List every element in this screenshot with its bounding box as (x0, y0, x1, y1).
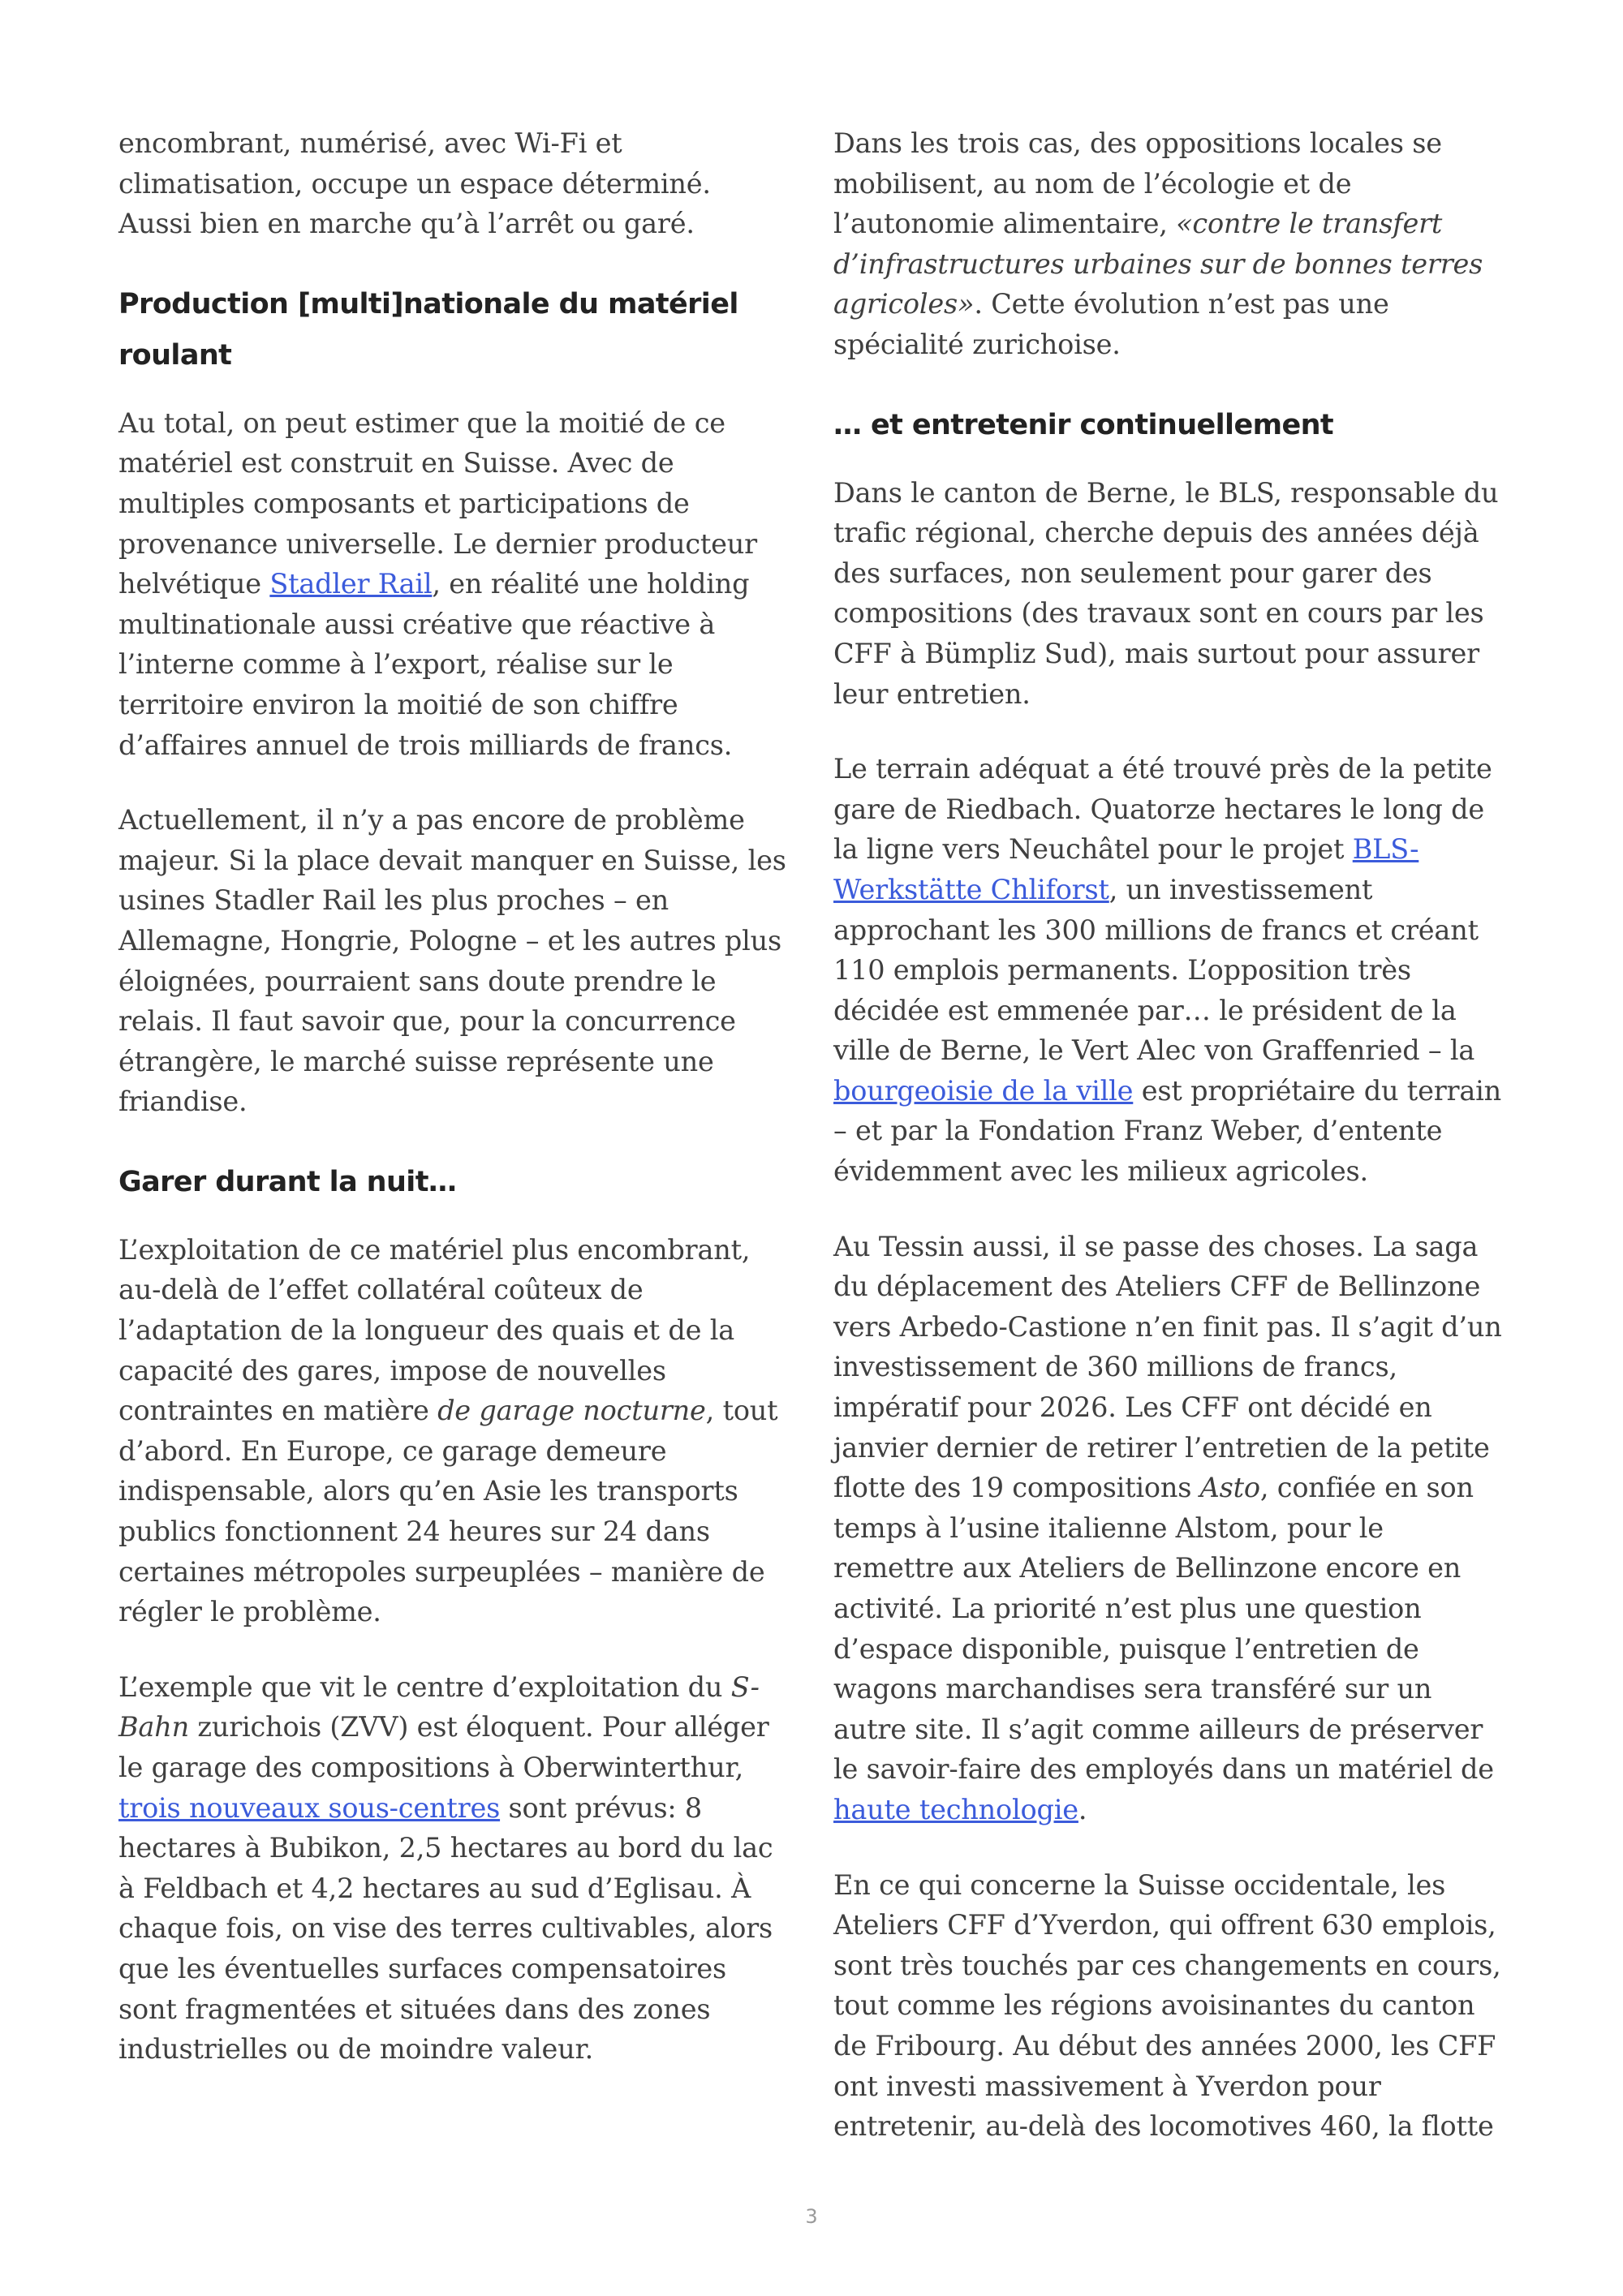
paragraph (833, 749, 1507, 1192)
emphasis-text: Asto (1199, 1472, 1260, 1504)
page-number: 3 (805, 2205, 818, 2228)
text-run: Le terrain adéquat a été trouvé près de la petite gare de Riedbach. Quatorze hectares le long de la ligne vers Neuchâtel pour le projet (833, 753, 1492, 866)
text-run: . (1078, 1793, 1087, 1825)
paragraph: encombrant, numérisé, avec Wi-Fi et climatisation, occupe un espace déterminé. Aussi bien en marche qu’à l’arrêt ou garé. (118, 127, 711, 240)
text-run: L’exploitation de ce matériel plus encombrant, au-delà de l’effet collatéral coûteux de l’adaptation de la longueur des quais et de la capacité des gares, impose de nouvelles contraintes en matière (118, 1233, 751, 1427)
link-bls-werkstatte-chliforst[interactable]: BLS-Werkstätte Chliforst (833, 833, 1419, 905)
section-heading-production: Production [multi]nationale du matériel roulant (118, 287, 738, 372)
paragraph: Actuellement, il n’y a pas encore de problème majeur. Si la place devait manquer en Suisse, les usines Stadler Rail les plus proches – en Allemagne, Hongrie, Pologne – et les autres plus éloignées, pourraient sans doute prendre le relais. Il faut savoir que, pour la concurrence étrangère, le marché suisse représente une friandise. (118, 804, 786, 1118)
link-stadler-rail[interactable]: Stadler Rail (269, 568, 433, 600)
paragraph (833, 1227, 1507, 1830)
paragraph: Dans le canton de Berne, le BLS, responsable du trafic régional, cherche depuis des années déjà des surfaces, non seulement pour garer des compositions (des travaux sont en cours par les CFF à Bümpliz Sud), mais surtout pour assurer leur entretien. (833, 476, 1499, 710)
text-run: est propriétaire du terrain – et par la Fondation Franz Weber, d’entente évidemment avec les milieux agricoles. (833, 1074, 1501, 1188)
text-run: , tout d’abord. En Europe, ce garage demeure indispensable, alors qu’en Asie les transports publics fonctionnent 24 heures sur 24 dans certaines métropoles surpeuplées – manière de régler le problème. (118, 1395, 778, 1628)
emphasis-text: «contre le transfert d’infrastructures urbaines sur de bonnes terres agricoles» (833, 208, 1483, 320)
emphasis-text: S-Bahn (118, 1670, 760, 1743)
link-bourgeoisie-de-la-ville[interactable]: bourgeoisie de la ville (833, 1074, 1134, 1107)
text-run: Au total, on peut estimer que la moitié de ce matériel est construit en Suisse. Avec de multiples composants et participations de provenance universelle. Le dernier producteur helvétique (118, 406, 758, 600)
text-run: Dans les trois cas, des oppositions locales se mobilisent, au nom de l’écologie et de l’autonomie alimentaire, (833, 127, 1442, 240)
right-column (833, 123, 1507, 2182)
emphasis-text: de garage nocturne (437, 1395, 706, 1427)
text-run: , un investissement approchant les 300 millions de francs et créant 110 emplois permanents. L’opposition très décidée est emmenée par… le président de la ville de Berne, le Vert Alec von Graffenried – la (833, 873, 1479, 1067)
left-column (118, 123, 789, 2105)
text-run: sont prévus: 8 hectares à Bubikon, 2,5 hectares au bord du lac à Feldbach et 4,2 hectares au sud d’Eglisau. À chaque fois, on vise des terres cultivables, alors que les éventuelles surfaces compensatoires sont fragmentées et situées dans des zones industrielles ou de moindre valeur. (118, 1791, 773, 2066)
paragraph: En ce qui concerne la Suisse occidentale, les Ateliers CFF d’Yverdon, qui offrent 630 emplois, sont très touchés par ces changements en cours, tout comme les régions avoisinantes du canton de Fribourg. Au début des années 2000, les CFF ont investi massivement à Yverdon pour entretenir, au-delà des locomotives 460, la flotte (833, 1868, 1501, 2143)
text-run: , confiée en son temps à l’usine italienne Alstom, pour le remettre aux Ateliers de Bellinzone encore en activité. La priorité n’est plus une question d’espace disponible, puisque l’entretien de wagons marchandises sera transféré sur un autre site. Il s’agit comme ailleurs de préserver le savoir-faire des employés dans un matériel de (833, 1472, 1494, 1786)
paragraph (118, 1230, 789, 1632)
text-run: , en réalité une holding multinationale aussi créative que réactive à l’interne comme à l’export, réalise sur le territoire environ la moitié de son chiffre d’affaires annuel de trois milliards de francs. (118, 568, 750, 761)
section-heading-garer: Garer durant la nuit… (118, 1165, 457, 1198)
link-haute-technologie[interactable]: haute technologie (833, 1793, 1078, 1825)
link-trois-nouveaux-sous-centres[interactable]: trois nouveaux sous-centres (118, 1791, 501, 1824)
text-run: zurichois (ZVV) est éloquent. Pour alléger le garage des compositions à Oberwinterthur, (118, 1711, 769, 1783)
text-run: . Cette évolution n’est pas une spécialité zurichoise. (833, 288, 1389, 360)
text-run: L’exemple que vit le centre d’exploitation du (118, 1670, 731, 1703)
paragraph (833, 123, 1507, 365)
text-run: Au Tessin aussi, il se passe des choses. La saga du déplacement des Ateliers CFF de Bellinzone vers Arbedo-Castione n’en finit pas. Il s’agit d’un investissement de 360 millions de francs, impératif pour 2026. Les CFF ont décidé en janvier dernier de retirer l’entretien de la petite flotte des 19 compositions (833, 1230, 1502, 1504)
section-heading-entretenir: … et entretenir continuellement (833, 408, 1334, 441)
paragraph (118, 1667, 789, 2070)
paragraph (118, 403, 789, 765)
